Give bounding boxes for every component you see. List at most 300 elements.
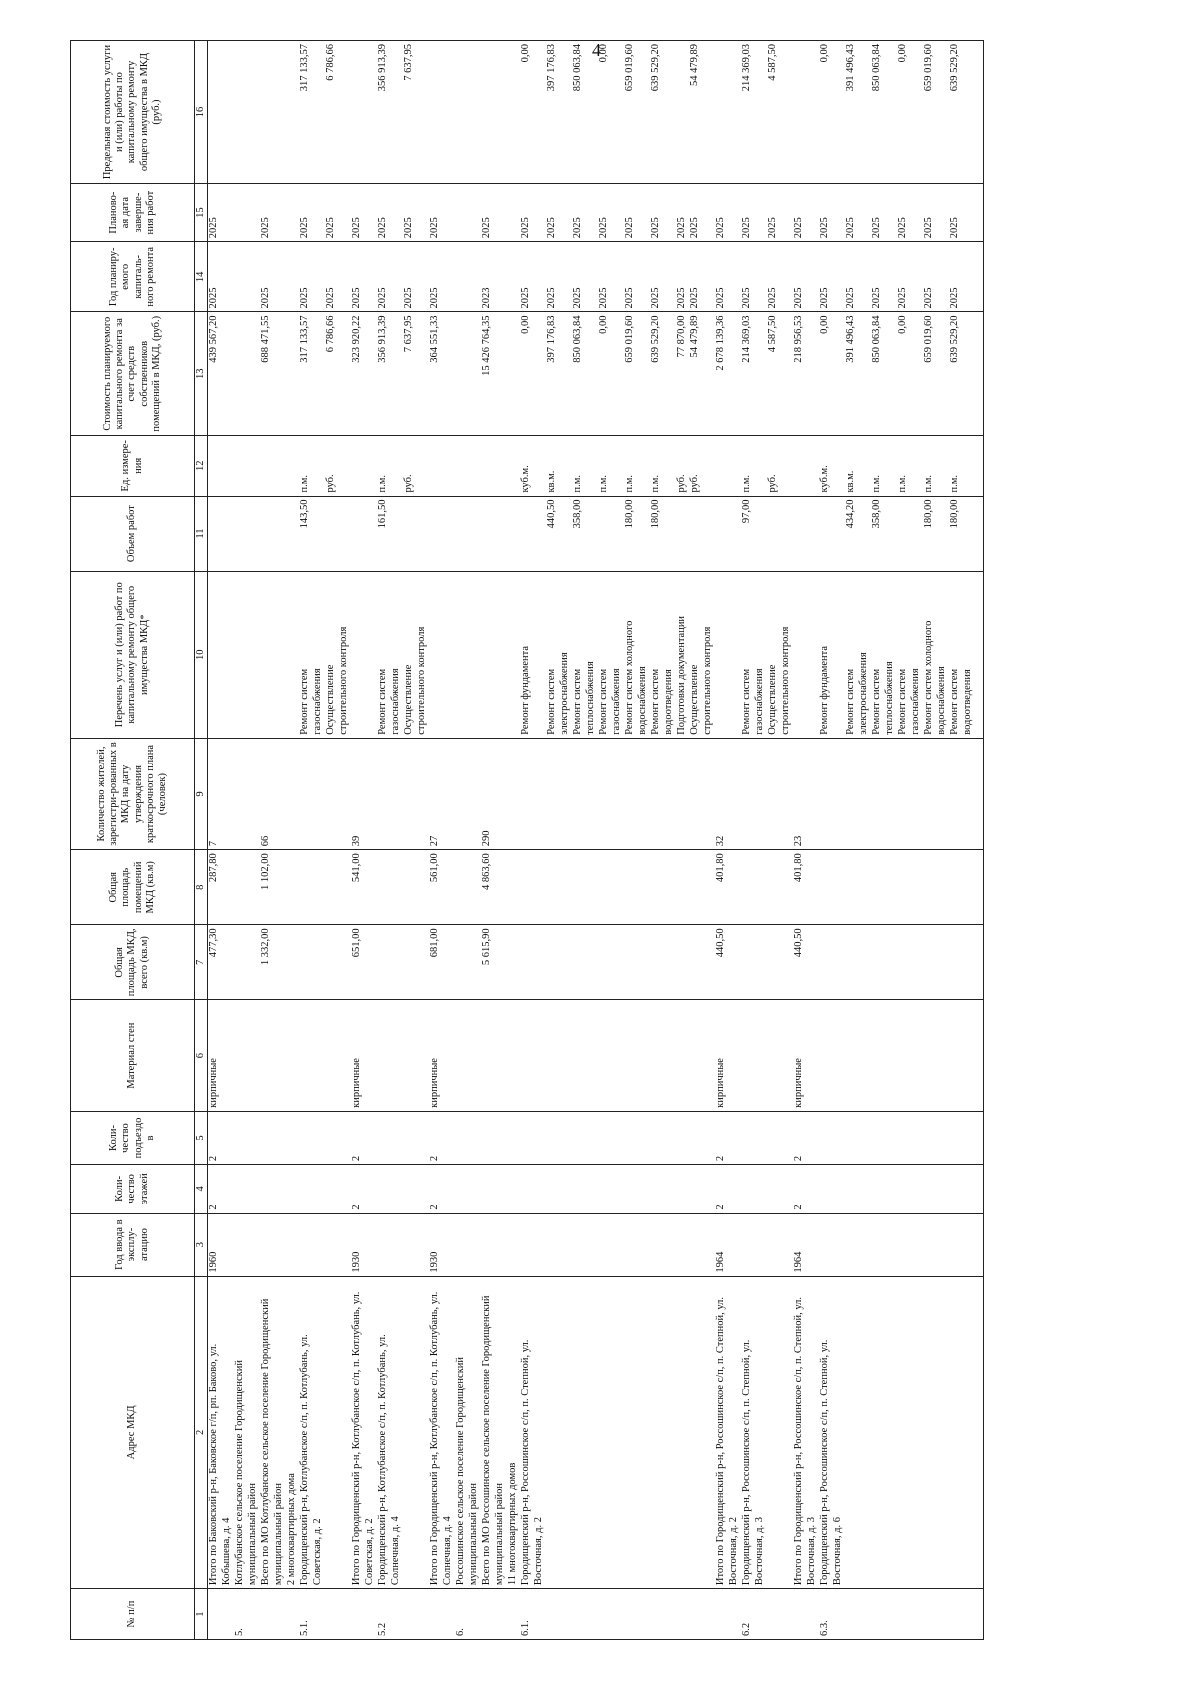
table-cell [286,1589,299,1640]
table-cell [494,496,507,571]
table-cell [546,1276,559,1589]
table-cell [416,435,429,496]
table-cell [247,435,260,496]
table-cell: 2025 [260,184,273,242]
table-cell [910,1276,923,1589]
table-cell: 54 479,89 [689,41,702,184]
table-cell [832,850,845,925]
table-cell [598,738,611,849]
table-cell [624,1165,637,1213]
table-cell: 39 [351,738,364,849]
table-cell: Итого по Городищенский р-н, Россошинское с/п, п. Степной, ул. [715,1276,728,1589]
table-cell [806,738,819,849]
table-cell: муниципальный район [468,1276,481,1589]
table-cell [520,1000,533,1111]
table-cell [884,1111,897,1164]
table-cell [923,1165,936,1213]
table-cell [884,1276,897,1589]
table-cell: 2025 [325,184,338,242]
table-cell: руб. [676,435,689,496]
table-row [897,41,910,1640]
table-cell [325,1000,338,1111]
table-cell [975,1000,984,1111]
table-cell: Восточная, д. 3 [754,1276,767,1589]
table-cell [611,1276,624,1589]
column-header: Год планиру-емого капиталь-ного ремонта [71,242,195,312]
table-cell [689,925,702,1000]
table-cell [416,738,429,849]
table-cell: 317 133,57 [299,41,312,184]
table-cell [455,925,468,1000]
column-header: Общая площадь помещений МКД (кв.м) [71,850,195,925]
table-cell [585,1276,598,1589]
table-cell [962,925,975,1000]
table-cell [754,1589,767,1640]
table-cell [338,1165,351,1213]
table-cell [325,1213,338,1276]
table-cell [715,496,728,571]
table-cell [676,1000,689,1111]
table-cell [403,1589,416,1640]
table-row [507,41,520,1640]
table-cell [494,312,507,436]
table-cell [598,850,611,925]
table-cell [533,738,546,849]
table-cell [338,1276,351,1589]
table-cell [507,1000,520,1111]
table-cell [247,738,260,849]
table-cell [936,738,949,849]
table-cell [962,1276,975,1589]
table-cell [598,1111,611,1164]
table-cell: строительного контроля [338,571,351,738]
table-cell [325,1111,338,1164]
table-cell [858,242,871,312]
table-cell [507,571,520,738]
table-cell [468,1589,481,1640]
table-cell: Восточная, д. 2 [728,1276,741,1589]
table-cell [819,1111,832,1164]
table-cell [286,1000,299,1111]
table-cell [481,1589,494,1640]
table-cell [962,435,975,496]
table-cell [936,1213,949,1276]
table-cell [481,1165,494,1213]
table-cell: Итого по Городищенский р-н, Котлубанское с/п, п. Котлубань, ул. [351,1276,364,1589]
table-cell [234,738,247,849]
table-cell [936,496,949,571]
column-index-cell: 10 [195,571,208,738]
table-cell [754,850,767,925]
table-cell: 1 102,00 [260,850,273,925]
table-cell [585,1111,598,1164]
table-cell [260,1589,273,1640]
table-cell [728,925,741,1000]
table-cell [910,435,923,496]
table-cell [754,1165,767,1213]
table-cell [611,1000,624,1111]
table-cell [611,312,624,436]
table-cell [962,184,975,242]
table-cell [429,496,442,571]
table-cell [286,1165,299,1213]
table-cell [767,496,780,571]
table-cell [689,850,702,925]
table-cell [442,41,455,184]
table-cell [390,1165,403,1213]
table-cell [741,925,754,1000]
table-cell [338,1000,351,1111]
table-cell [975,925,984,1000]
table-cell [364,41,377,184]
table-cell [689,1213,702,1276]
table-cell [533,496,546,571]
table-cell [468,242,481,312]
table-cell [221,571,234,738]
table-cell [559,312,572,436]
table-cell [663,184,676,242]
table-cell [364,1111,377,1164]
table-cell [741,1111,754,1164]
table-cell: п.м. [923,435,936,496]
table-cell [975,1589,984,1640]
table-cell: муниципальный район [247,1276,260,1589]
table-cell [637,1000,650,1111]
table-cell [845,1000,858,1111]
table-cell [715,41,728,184]
table-cell [910,738,923,849]
table-cell [481,41,494,184]
table-cell [962,850,975,925]
table-cell [871,738,884,849]
table-cell [533,1165,546,1213]
table-cell [728,312,741,436]
table-cell: 97,00 [741,496,754,571]
table-cell [494,925,507,1000]
table-cell [936,242,949,312]
table-cell [299,925,312,1000]
table-cell: 2025 [260,242,273,312]
table-cell: Восточная, д. 6 [832,1276,845,1589]
table-cell: 2025 [897,242,910,312]
table-cell [585,435,598,496]
table-row [845,41,858,1640]
table-cell [442,571,455,738]
table-cell [455,571,468,738]
table-cell [507,1213,520,1276]
table-row [871,41,884,1640]
table-cell [832,1111,845,1164]
table-cell [897,1111,910,1164]
table-cell: 2025 [299,184,312,242]
table-cell [364,925,377,1000]
table-cell [442,312,455,436]
table-cell [676,1589,689,1640]
table-cell: 358,00 [871,496,884,571]
table-cell: 2025 [845,184,858,242]
table-cell [585,41,598,184]
table-cell: п.м. [650,435,663,496]
table-row [715,41,728,1640]
table-cell [221,242,234,312]
table-cell [455,1165,468,1213]
table-cell [559,1111,572,1164]
table-cell [416,1111,429,1164]
table-cell [975,242,984,312]
table-cell [806,1111,819,1164]
table-cell [767,1111,780,1164]
table-cell [468,496,481,571]
table-cell: 356 913,39 [377,312,390,436]
table-cell [494,571,507,738]
table-cell [962,1000,975,1111]
table-cell: Ремонт систем [897,571,910,738]
table-cell [611,1165,624,1213]
header-row [71,41,195,1640]
table-cell [975,435,984,496]
table-cell [715,435,728,496]
table-cell: 2025 [572,184,585,242]
table-cell [442,1589,455,1640]
table-cell [455,242,468,312]
table-cell [468,184,481,242]
table-cell: 2025 [897,184,910,242]
table-cell [676,41,689,184]
table-cell: Солнечная, д. 4 [390,1276,403,1589]
table-cell [377,1213,390,1276]
table-cell [494,242,507,312]
table-cell [793,1589,806,1640]
table-cell [871,1276,884,1589]
table-cell: руб. [403,435,416,496]
table-row [286,41,299,1640]
table-cell [481,435,494,496]
table-cell: 214 369,03 [741,41,754,184]
table-cell [273,850,286,925]
table-cell: Кобышева, д. 4 [221,1276,234,1589]
table-cell: кв.м. [845,435,858,496]
table-cell [221,925,234,1000]
table-cell [754,738,767,849]
table-cell [806,242,819,312]
table-cell [520,738,533,849]
table-cell [702,738,715,849]
table-cell [273,1000,286,1111]
table-cell: 0,00 [598,41,611,184]
table-cell: 7 637,95 [403,41,416,184]
table-cell [221,184,234,242]
table-cell: 2023 [481,242,494,312]
table-cell [949,1000,962,1111]
table-cell [533,242,546,312]
table-cell [572,1111,585,1164]
table-row [962,41,975,1640]
table-cell [624,850,637,925]
table-row [793,41,806,1640]
column-index-cell: 11 [195,496,208,571]
table-cell [442,496,455,571]
table-cell [520,1213,533,1276]
table-cell [416,925,429,1000]
table-cell [572,1165,585,1213]
table-cell: Осуществление [403,571,416,738]
column-index-cell: 2 [195,1276,208,1589]
table-cell [845,1589,858,1640]
table-cell [728,242,741,312]
table-cell: 2025 [871,242,884,312]
table-cell [260,571,273,738]
table-cell: 180,00 [650,496,663,571]
table-cell [286,925,299,1000]
table-cell [910,850,923,925]
table-cell [637,1276,650,1589]
table-bottom-row [975,41,984,1640]
table-cell [780,41,793,184]
table-cell: 2025 [767,242,780,312]
table-cell [624,1589,637,1640]
table-cell [377,1165,390,1213]
table-row [780,41,793,1640]
table-cell [728,1111,741,1164]
table-cell [845,738,858,849]
table-cell [702,1111,715,1164]
table-cell [741,1213,754,1276]
table-cell [221,850,234,925]
table-cell [845,1213,858,1276]
table-cell [442,925,455,1000]
table-cell [663,312,676,436]
table-cell: 434,20 [845,496,858,571]
table-cell: п.м. [871,435,884,496]
table-cell [559,41,572,184]
table-cell [884,738,897,849]
table-cell: п.м. [897,435,910,496]
table-cell [234,1213,247,1276]
table-cell: 561,00 [429,850,442,925]
table-cell [832,925,845,1000]
table-cell [884,435,897,496]
table-cell [858,1165,871,1213]
repair-plan-table [70,40,984,1640]
table-cell: 2 [351,1165,364,1213]
table-cell [663,41,676,184]
table-cell: Осуществление [767,571,780,738]
table-cell: 541,00 [351,850,364,925]
column-index-cell: 14 [195,242,208,312]
column-header: Стоимость планируемого капитального ремонта за счет средств собственников помещений в МКД, (руб.) [71,312,195,436]
column-header: Год ввода в эксплу-атацию [71,1213,195,1276]
table-cell [702,850,715,925]
table-cell [858,184,871,242]
table-cell [273,738,286,849]
table-cell [780,1276,793,1589]
table-cell [858,41,871,184]
table-cell [728,496,741,571]
table-row [338,41,351,1640]
table-cell: 440,50 [793,925,806,1000]
table-cell [754,184,767,242]
table-cell [611,41,624,184]
table-cell: 2025 [546,184,559,242]
table-cell [637,41,650,184]
table-cell [884,1165,897,1213]
table-cell: кирпичные [208,1000,222,1111]
table-cell [780,1111,793,1164]
table-cell [910,242,923,312]
table-cell [260,1111,273,1164]
table-cell: 1 332,00 [260,925,273,1000]
table-cell: 2025 [403,242,416,312]
table-cell: газоснабжения [312,571,325,738]
table-cell [663,850,676,925]
table-row [767,41,780,1640]
table-row [234,41,247,1640]
table-cell [767,925,780,1000]
table-cell: п.м. [598,435,611,496]
table-cell [689,1111,702,1164]
table-cell: 2025 [949,242,962,312]
table-cell [962,41,975,184]
table-cell [273,242,286,312]
table-cell [858,738,871,849]
table-cell [767,1276,780,1589]
table-cell: 2025 [715,184,728,242]
table-cell: 2025 [793,242,806,312]
table-cell [299,1165,312,1213]
table-cell [533,1589,546,1640]
table-cell [962,242,975,312]
table-cell [715,1589,728,1640]
table-cell [949,738,962,849]
table-cell [208,496,222,571]
column-header: Ед. измере-ния [71,435,195,496]
table-row [559,41,572,1640]
table-cell: водоснабжения [936,571,949,738]
table-cell [403,1165,416,1213]
table-cell [611,850,624,925]
table-cell [689,738,702,849]
table-cell: 1964 [793,1213,806,1276]
table-cell [507,242,520,312]
column-header: Коли-чество подъездо в [71,1111,195,1164]
table-cell [767,1000,780,1111]
column-header: Адрес МКД [71,1276,195,1589]
table-cell [780,925,793,1000]
table-cell [884,41,897,184]
table-cell [910,925,923,1000]
table-cell [585,496,598,571]
table-cell [325,1165,338,1213]
table-cell [559,184,572,242]
table-cell [676,1165,689,1213]
table-cell [234,496,247,571]
table-cell [936,925,949,1000]
table-cell [949,1589,962,1640]
table-cell [273,496,286,571]
table-cell [468,435,481,496]
table-cell [598,1213,611,1276]
table-cell: 7 [208,738,222,849]
table-cell [676,850,689,925]
table-cell [208,1589,222,1640]
table-cell [637,925,650,1000]
table-cell [611,1111,624,1164]
table-cell [559,1276,572,1589]
table-cell: 2025 [481,184,494,242]
column-header: Планово-ая дата заверше-ния работ [71,184,195,242]
table-cell: Ремонт систем [299,571,312,738]
table-cell [455,184,468,242]
